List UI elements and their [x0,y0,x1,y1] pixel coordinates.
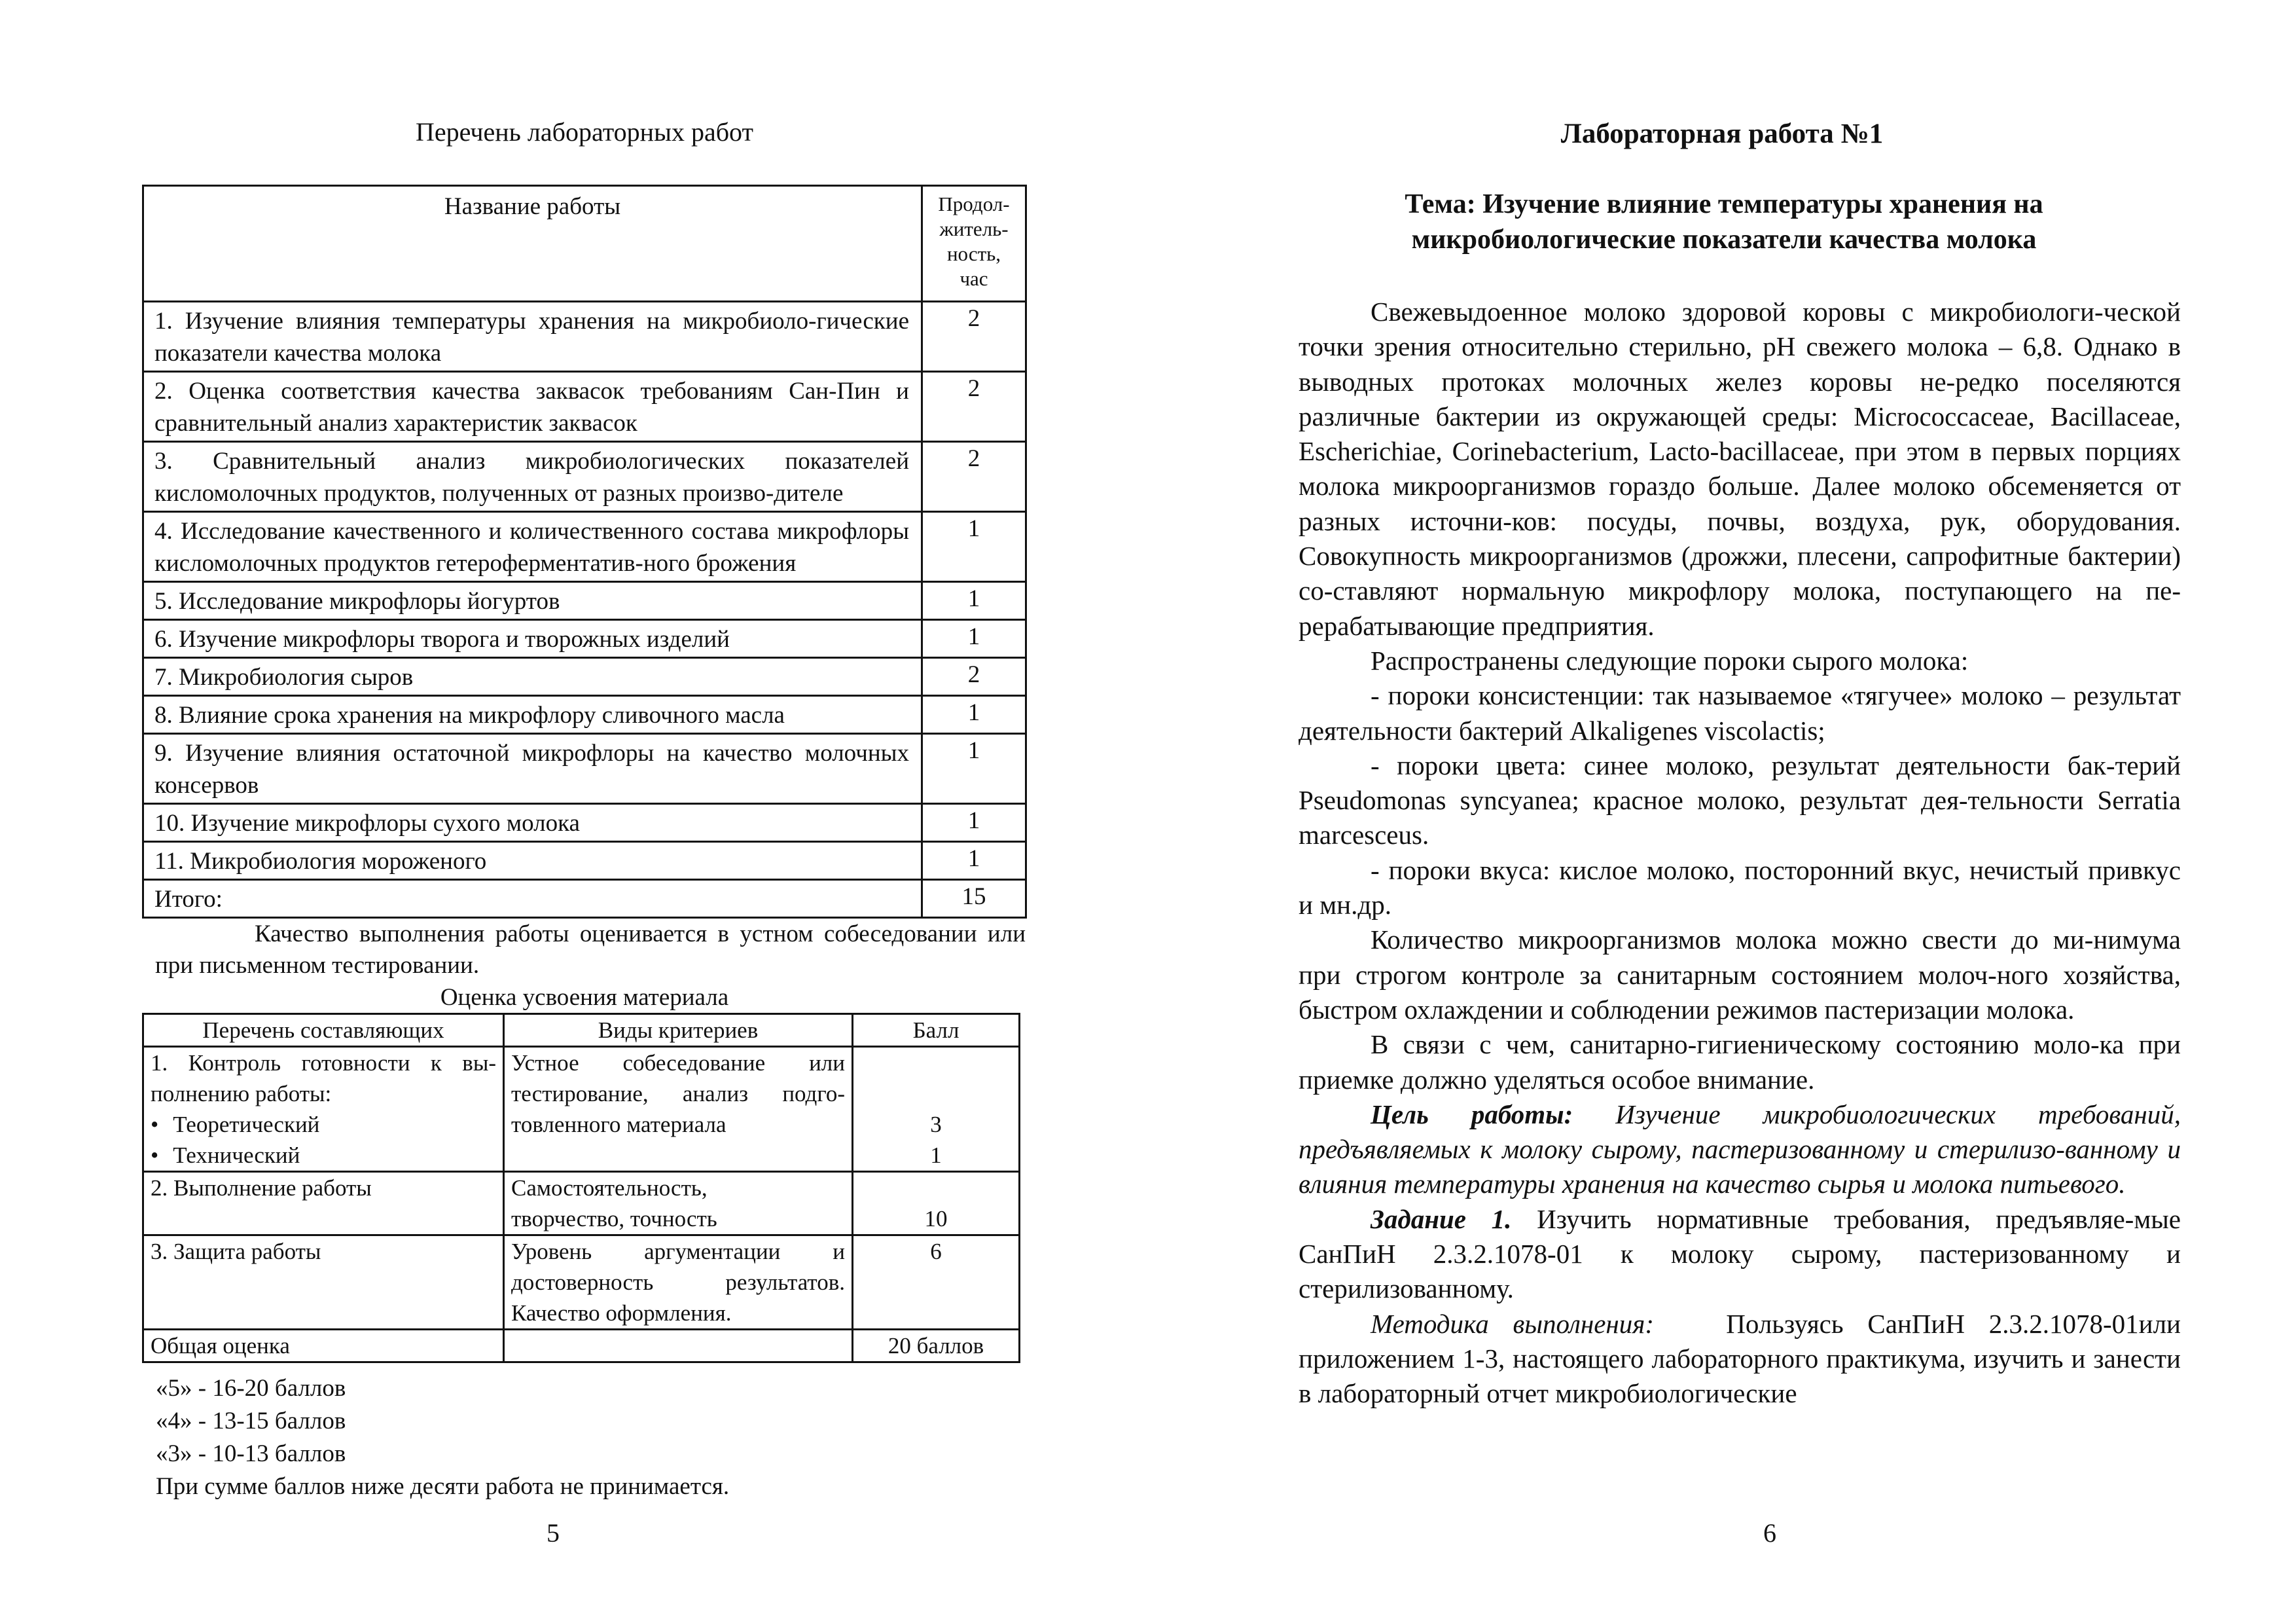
method-paragraph [1299,1307,2181,1412]
score-cell [853,1047,1020,1172]
bullet-item: • Теоретический [151,1109,496,1140]
table-row [143,372,1026,442]
work-hours: 1 [922,696,1026,734]
column-header-components: Перечень составляющих [143,1014,504,1047]
method-text: Пользуясь СанПиН 2.3.2.1078-01или приложением 1-3, настоящего лабораторного практикума, изучить и занести в лабораторный отчет микробиологические [1299,1308,2181,1409]
table-row [143,696,1026,734]
table-row [143,582,1026,620]
work-name: 5. Исследование микрофлоры йогуртов [143,582,922,620]
work-name: 10. Изучение микрофлоры сухого молока [143,804,922,842]
paragraph: Распространены следующие пороки сырого молока: [1371,645,1969,676]
criteria-cell: Устное собеседование или тестирование, анализ подго-товленного материала [504,1047,853,1172]
total-score: 20 баллов [853,1330,1020,1362]
grade-header-row [143,1014,1020,1047]
component-text: 1. Контроль готовности к вы-полнению работы: [151,1050,496,1106]
page-number: 6 [1763,1518,1776,1548]
table-row [143,620,1026,658]
grade-total-row [143,1330,1020,1362]
task-text: Изучить нормативные требования, предъявляе-мые СанПиН 2.3.2.1078-01 к молоку сырому, пастеризованному и стерилизованному. [1299,1203,2181,1304]
score-cell [853,1172,1020,1235]
goal-label: Цель работы: [1371,1099,1573,1129]
column-header-name: Название работы [143,186,922,302]
work-hours: 2 [922,658,1026,696]
method-label: Методика выполнения: [1371,1308,1654,1339]
work-hours: 1 [922,582,1026,620]
table-total-row [143,880,1026,918]
table-row [143,512,1026,582]
component-cell: 3. Защита работы [143,1235,504,1330]
table-row [143,658,1026,696]
work-hours: 1 [922,842,1026,880]
assessment-note [155,919,1026,981]
table-row [143,302,1026,372]
column-header-criteria: Виды критериев [504,1014,853,1047]
work-name: 1. Изучение влияния температуры хранения на микробиоло-гические показатели качества молока [143,302,922,372]
grade-table [142,1013,1020,1363]
paragraph: - пороки вкуса: кислое молоко, посторонний вкус, нечистый привкус и мн.др. [1299,854,2181,921]
work-name: 7. Микробиология сыров [143,658,922,696]
work-hours: 1 [922,804,1026,842]
total-label: Итого: [143,880,922,918]
criteria-line: творчество, точность [511,1206,717,1231]
note-text: Качество выполнения работы оценивается в устном собеседовании или при письменном тестировании. [155,921,1026,979]
table-row [143,1172,1020,1235]
table-row [143,442,1026,512]
total-criteria-empty [504,1330,853,1362]
total-hours: 15 [922,880,1026,918]
total-label: Общая оценка [143,1330,504,1362]
work-hours: 2 [922,372,1026,442]
score-value: 3 [930,1112,942,1137]
paragraph: - пороки консистенции: так называемое «тягучее» молоко – результат деятельности бактерий Alkaligenes viscolactis; [1299,680,2181,746]
work-name: 4. Исследование качественного и количественного состава микрофлоры кисломолочных продуктов гетероферментатив-ного брожения [143,512,922,582]
column-header-duration [922,186,1026,302]
work-name: 2. Оценка соответствия качества заквасок требованиям Сан-Пин и сравнительный анализ характеристик заквасок [143,372,922,442]
table-row [143,804,1026,842]
work-name: 9. Изучение влияния остаточной микрофлоры на качество молочных консервов [143,734,922,804]
header-line: ность, [946,242,1001,265]
topic-line: микробиологические показатели качества молока [1411,225,2037,255]
topic-line: Тема: Изучение влияние температуры хранения на [1405,189,2043,219]
paragraph: Свежевыдоенное молоко здоровой коровы с микробиологи-ческой точки зрения относительно стерильно, рН свежего молока – 6,8. Однако в выводных протоках молочных желез коровы не-редко поселяются различные бактерии из окружающей среды: Micrococcaceae, Bacillaceae, Escherichiae, Corinebacterium, Lacto-bacillaceae, при этом в первых порциях молока микроорганизмов гораздо больше. Далее молоко обсеменяется от разных источни-ков: посуды, почвы, воздуха, рук, оборудования. Совокупность микроорганизмов (дрожжи, плесени, сапрофитные бактерии) со-ставляют нормальную микрофлору молока, поступающего на пе-рерабатывающие предприятия. [1299,297,2181,641]
table-header-row [143,186,1026,302]
component-cell [143,1047,504,1172]
component-cell: 2. Выполнение работы [143,1172,504,1235]
task-label: Задание 1. [1371,1203,1512,1234]
goal-paragraph [1299,1097,2181,1202]
work-name: 6. Изучение микрофлоры творога и творожных изделий [143,620,922,658]
header-line: Продол- [938,192,1010,215]
bullet-item: • Технический [151,1140,496,1171]
page-number: 5 [547,1518,560,1548]
work-hours: 2 [922,302,1026,372]
work-hours: 2 [922,442,1026,512]
work-name: 11. Микробиология мороженого [143,842,922,880]
table-row [143,734,1026,804]
right-page [1148,0,2296,1623]
header-line: житель- [939,217,1009,240]
task-paragraph [1299,1202,2181,1307]
scale-line: «5» - 16-20 баллов [156,1375,346,1402]
scale-line: При сумме баллов ниже десяти работа не принимается. [156,1473,730,1500]
page-title: Перечень лабораторных работ [416,117,753,147]
paragraph: Количество микроорганизмов молока можно свести до ми-нимума при строгом контроле за санитарным состоянием молоч-ного хозяйства, быстром охлаждении и соблюдении режимов пастеризации молока. [1299,924,2181,1025]
work-name: 3. Сравнительный анализ микробиологических показателей кисломолочных продуктов, полученных от разных произво-дителе [143,442,922,512]
paragraph: В связи с чем, санитарно-гигиеническому состоянию моло-ка при приемке должно уделяться особое внимание. [1299,1029,2181,1095]
header-line: час [960,267,988,290]
criteria-cell: Уровень аргументации и достоверность результатов. Качество оформления. [504,1235,853,1330]
score-value: 10 [924,1206,948,1231]
works-table [142,185,1027,919]
column-header-score: Балл [853,1014,1020,1047]
grade-table-title: Оценка усвоения материала [440,984,729,1011]
table-row [143,1235,1020,1330]
score-value: 1 [930,1142,942,1168]
work-hours: 1 [922,620,1026,658]
scale-line: «4» - 13-15 баллов [156,1408,346,1434]
paragraph: - пороки цвета: синее молоко, результат деятельности бак-терий Pseudomonas syncyanea; красное молоко, результат дея-тельности Serratia marcesceus. [1299,750,2181,850]
lab-topic [1240,187,2208,257]
lab-title: Лабораторная работа №1 [1560,119,1884,149]
grade-scale [156,1372,729,1503]
work-hours: 1 [922,734,1026,804]
score-cell: 6 [853,1235,1020,1330]
table-row [143,842,1026,880]
work-name: 8. Влияние срока хранения на микрофлору сливочного масла [143,696,922,734]
work-hours: 1 [922,512,1026,582]
goal-text: Изучение микробиологических требований, предъявляемых к молоку сырому, пастеризованному и стерилизо-ванному и влияния температуры хранения на качество сырья и молока питьевого. [1299,1099,2181,1199]
table-row [143,1047,1020,1172]
scale-line: «3» - 10-13 баллов [156,1440,346,1467]
criteria-line: Самостоятельность, [511,1175,708,1201]
lab-body [1299,295,2181,1412]
criteria-cell [504,1172,853,1235]
